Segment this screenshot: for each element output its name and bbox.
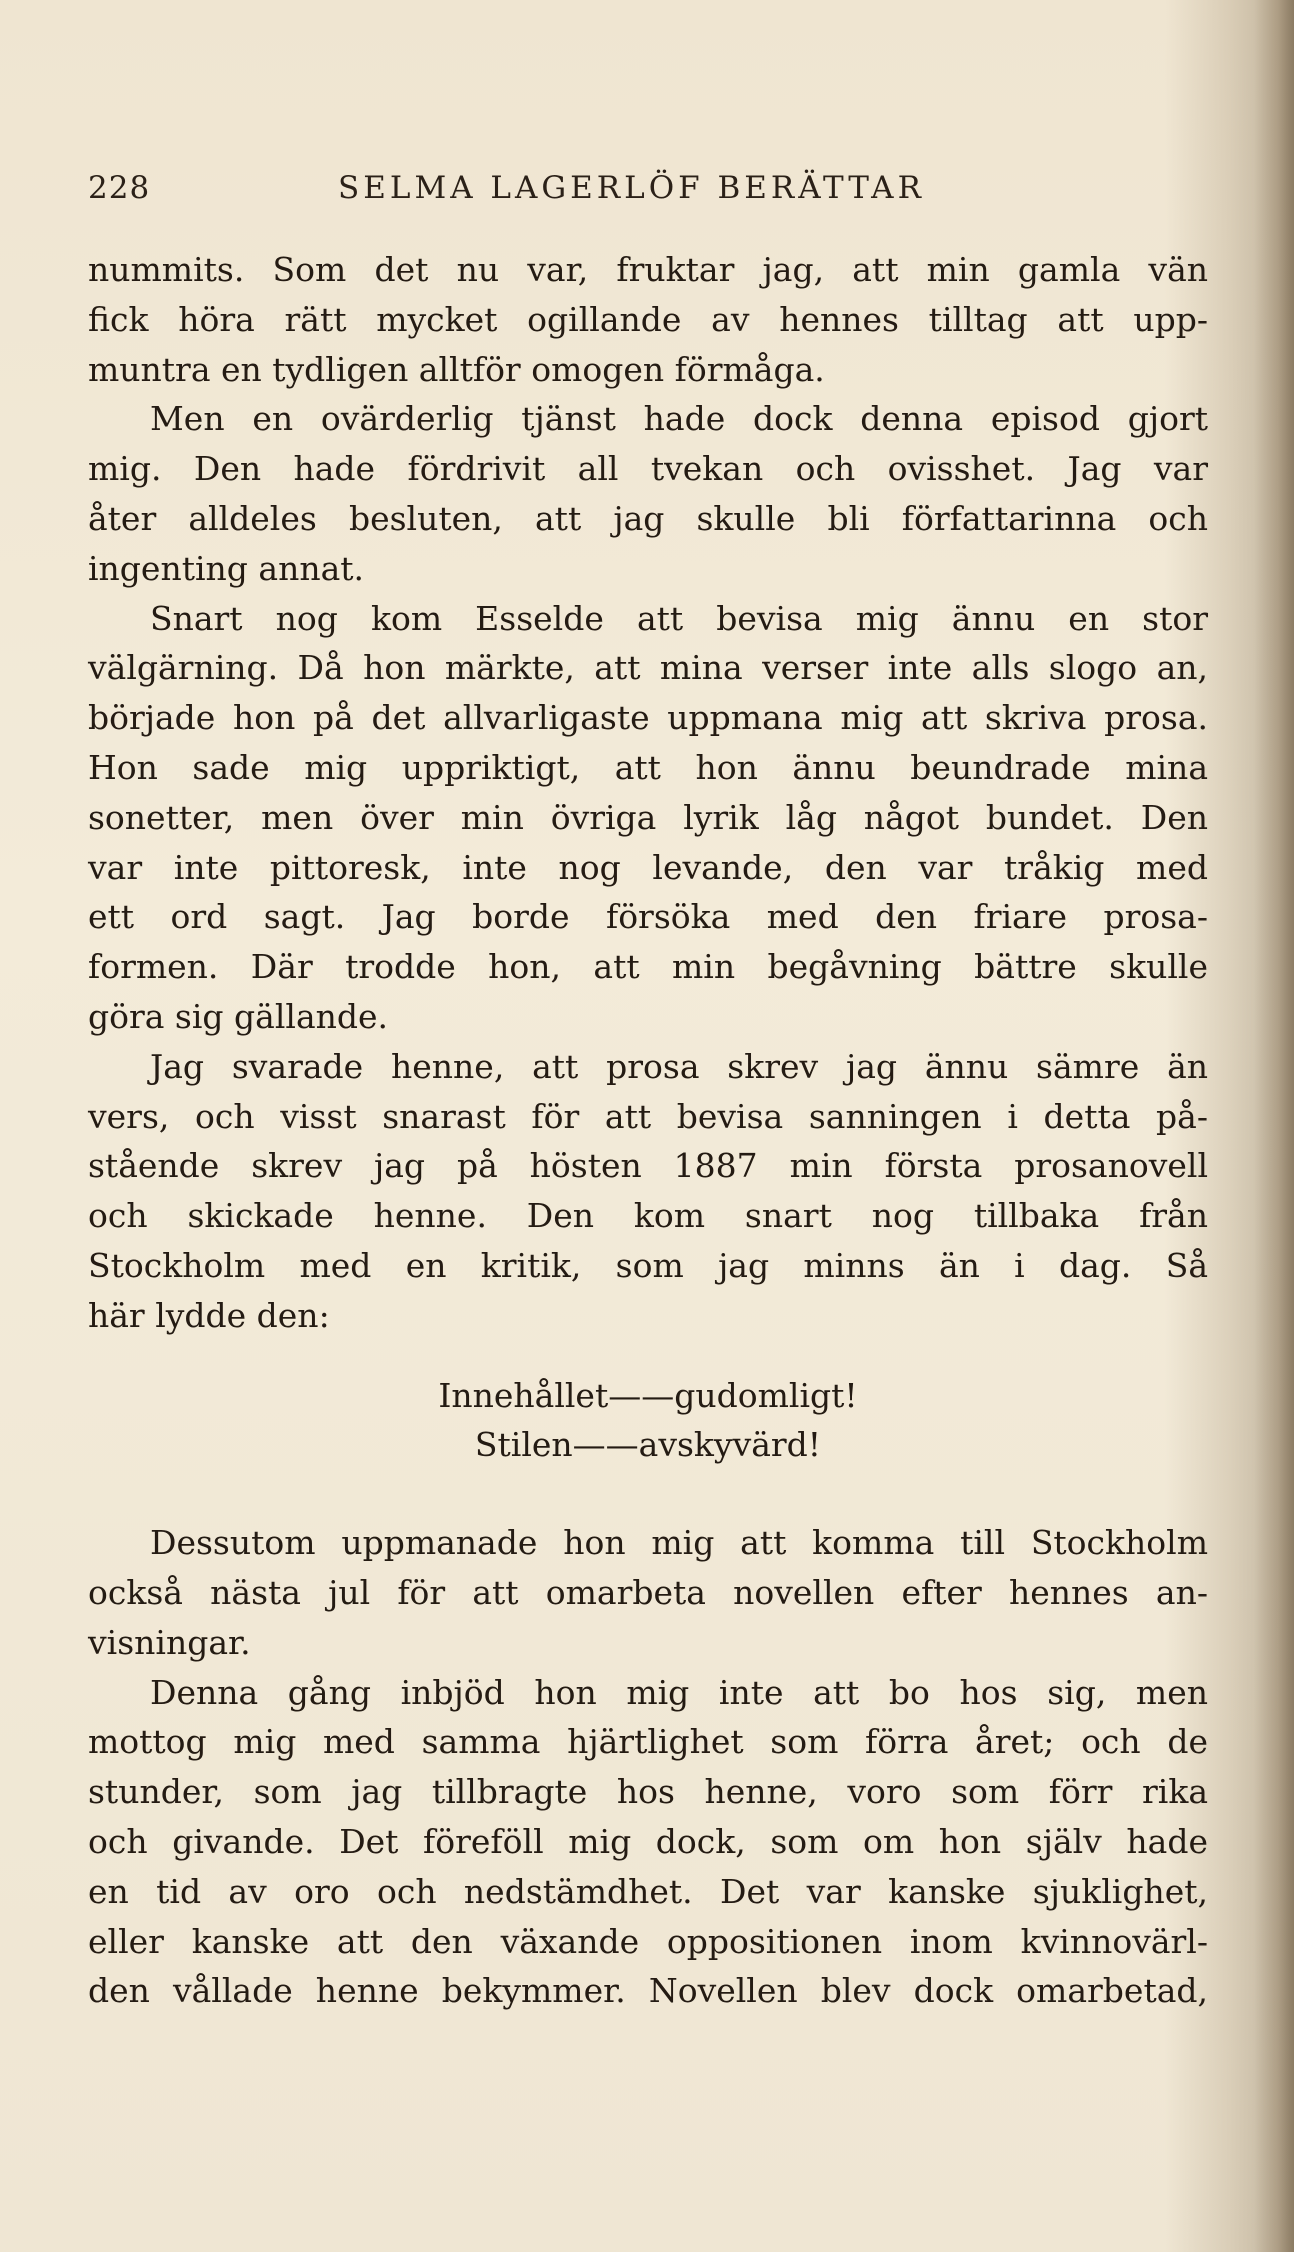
text-line: visningar. [88, 1622, 251, 1662]
text-line: formen. Där trodde hon, att min begåvning bättre skulle [88, 947, 1208, 987]
text-line: mottog mig med samma hjärtlighet som förra året; och de [88, 1722, 1208, 1762]
text-line: stunder, som jag tillbragte hos henne, voro som förr rika [88, 1772, 1208, 1812]
quote-line: Stilen——avskyvärd! [474, 1425, 822, 1465]
text-line: också nästa jul för att omarbeta novellen efter hennes an- [88, 1572, 1208, 1612]
text-line: sonetter, men över min övriga lyrik låg något bundet. Den [88, 797, 1208, 837]
text-line: åter alldeles besluten, att jag skulle bli författarinna och [88, 498, 1208, 538]
text-line: den vållade henne bekymmer. Novellen blev dock omarbetad, [88, 1971, 1208, 2011]
text-line: ingenting annat. [88, 548, 365, 588]
text-line: Denna gång inbjöd hon mig inte att bo hos sig, men [150, 1672, 1208, 1712]
text-line: Men en ovärderlig tjänst hade dock denna episod gjort [150, 399, 1208, 439]
spacer [88, 1470, 1208, 1518]
text-line: Snart nog kom Esselde att bevisa mig ännu en stor [150, 598, 1208, 638]
text-line: Dessutom uppmanade hon mig att komma till Stockholm [150, 1523, 1208, 1563]
text-line: vers, och visst snarast för att bevisa sanningen i detta på- [88, 1096, 1208, 1136]
text-line: nummits. Som det nu var, fruktar jag, att min gamla vän [88, 250, 1208, 289]
text-line: var inte pittoresk, inte nog levande, den var tråkig med [88, 847, 1208, 887]
text-line: började hon på det allvarligaste uppmana mig att skriva prosa. [88, 698, 1208, 738]
text-line: och skickade henne. Den kom snart nog tillbaka från [88, 1196, 1208, 1236]
text-line: här lydde den: [88, 1295, 330, 1335]
quote-line: Innehållet——gudomligt! [438, 1375, 858, 1415]
page-edge-shadow [1254, 0, 1294, 2252]
text-line: eller kanske att den växande oppositionen inom kvinnovärl- [88, 1921, 1208, 1961]
page-number: 228 [88, 170, 151, 206]
text-line: Stockholm med en kritik, som jag minns än i dag. Så [88, 1245, 1208, 1285]
text-line: stående skrev jag på hösten 1887 min första prosanovell [88, 1146, 1208, 1186]
text-line: och givande. Det föreföll mig dock, som om hon själv hade [88, 1821, 1208, 1861]
body-text [88, 245, 1208, 2016]
text-line: ett ord sagt. Jag borde försöka med den friare prosa- [88, 897, 1208, 937]
text-line: Hon sade mig uppriktigt, att hon ännu beundrade mina [88, 747, 1208, 787]
text-line: göra sig gällande. [88, 996, 389, 1036]
text-line: mig. Den hade fördrivit all tvekan och ovisshet. Jag var [88, 449, 1208, 489]
text-line: Jag svarade henne, att prosa skrev jag ännu sämre än [150, 1046, 1208, 1086]
text-line: en tid av oro och nedstämdhet. Det var kanske sjuklighet, [88, 1871, 1208, 1911]
running-title: SELMA LAGERLÖF BERÄTTAR [338, 170, 925, 206]
spacer [88, 1341, 1208, 1371]
text-line: fick höra rätt mycket ogillande av hennes tilltag att upp- [88, 299, 1208, 339]
text-line: muntra en tydligen alltför omogen förmåga. [88, 349, 825, 389]
text-line: välgärning. Då hon märkte, att mina verser inte alls slogo an, [88, 648, 1208, 688]
